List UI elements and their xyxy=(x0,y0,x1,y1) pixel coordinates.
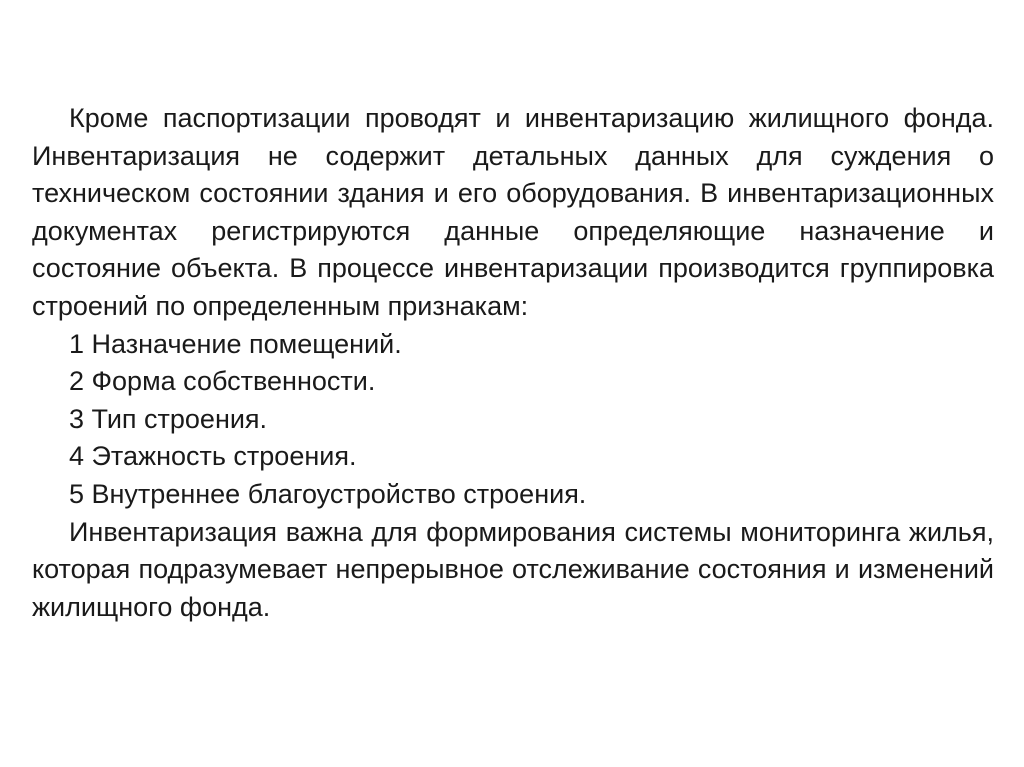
list-item: 5 Внутреннее благоустройство строения. xyxy=(69,478,587,509)
text-block xyxy=(32,100,994,626)
list-item: 3 Тип строения. xyxy=(69,403,268,434)
list-item: 4 Этажность строения. xyxy=(69,441,357,472)
conclusion-paragraph: Инвентаризация важна для формирования системы мониторинга жилья, которая подразумевает непрерывное отслеживание состояния и изменений жилищного фонда. xyxy=(32,516,994,622)
list-item: 1 Назначение помещений. xyxy=(69,328,402,359)
intro-paragraph: Кроме паспортизации проводят и инвентаризацию жилищного фонда. Инвентаризация не содержит детальных данных для суждения о техническом состоянии здания и его оборудования. В инвентаризационных документах регистрируются данные определяющие назначение и состояние объекта. В процессе инвентаризации производится группировка строений по определенным признакам: xyxy=(32,103,994,321)
list-item: 2 Форма собственности. xyxy=(69,366,376,397)
